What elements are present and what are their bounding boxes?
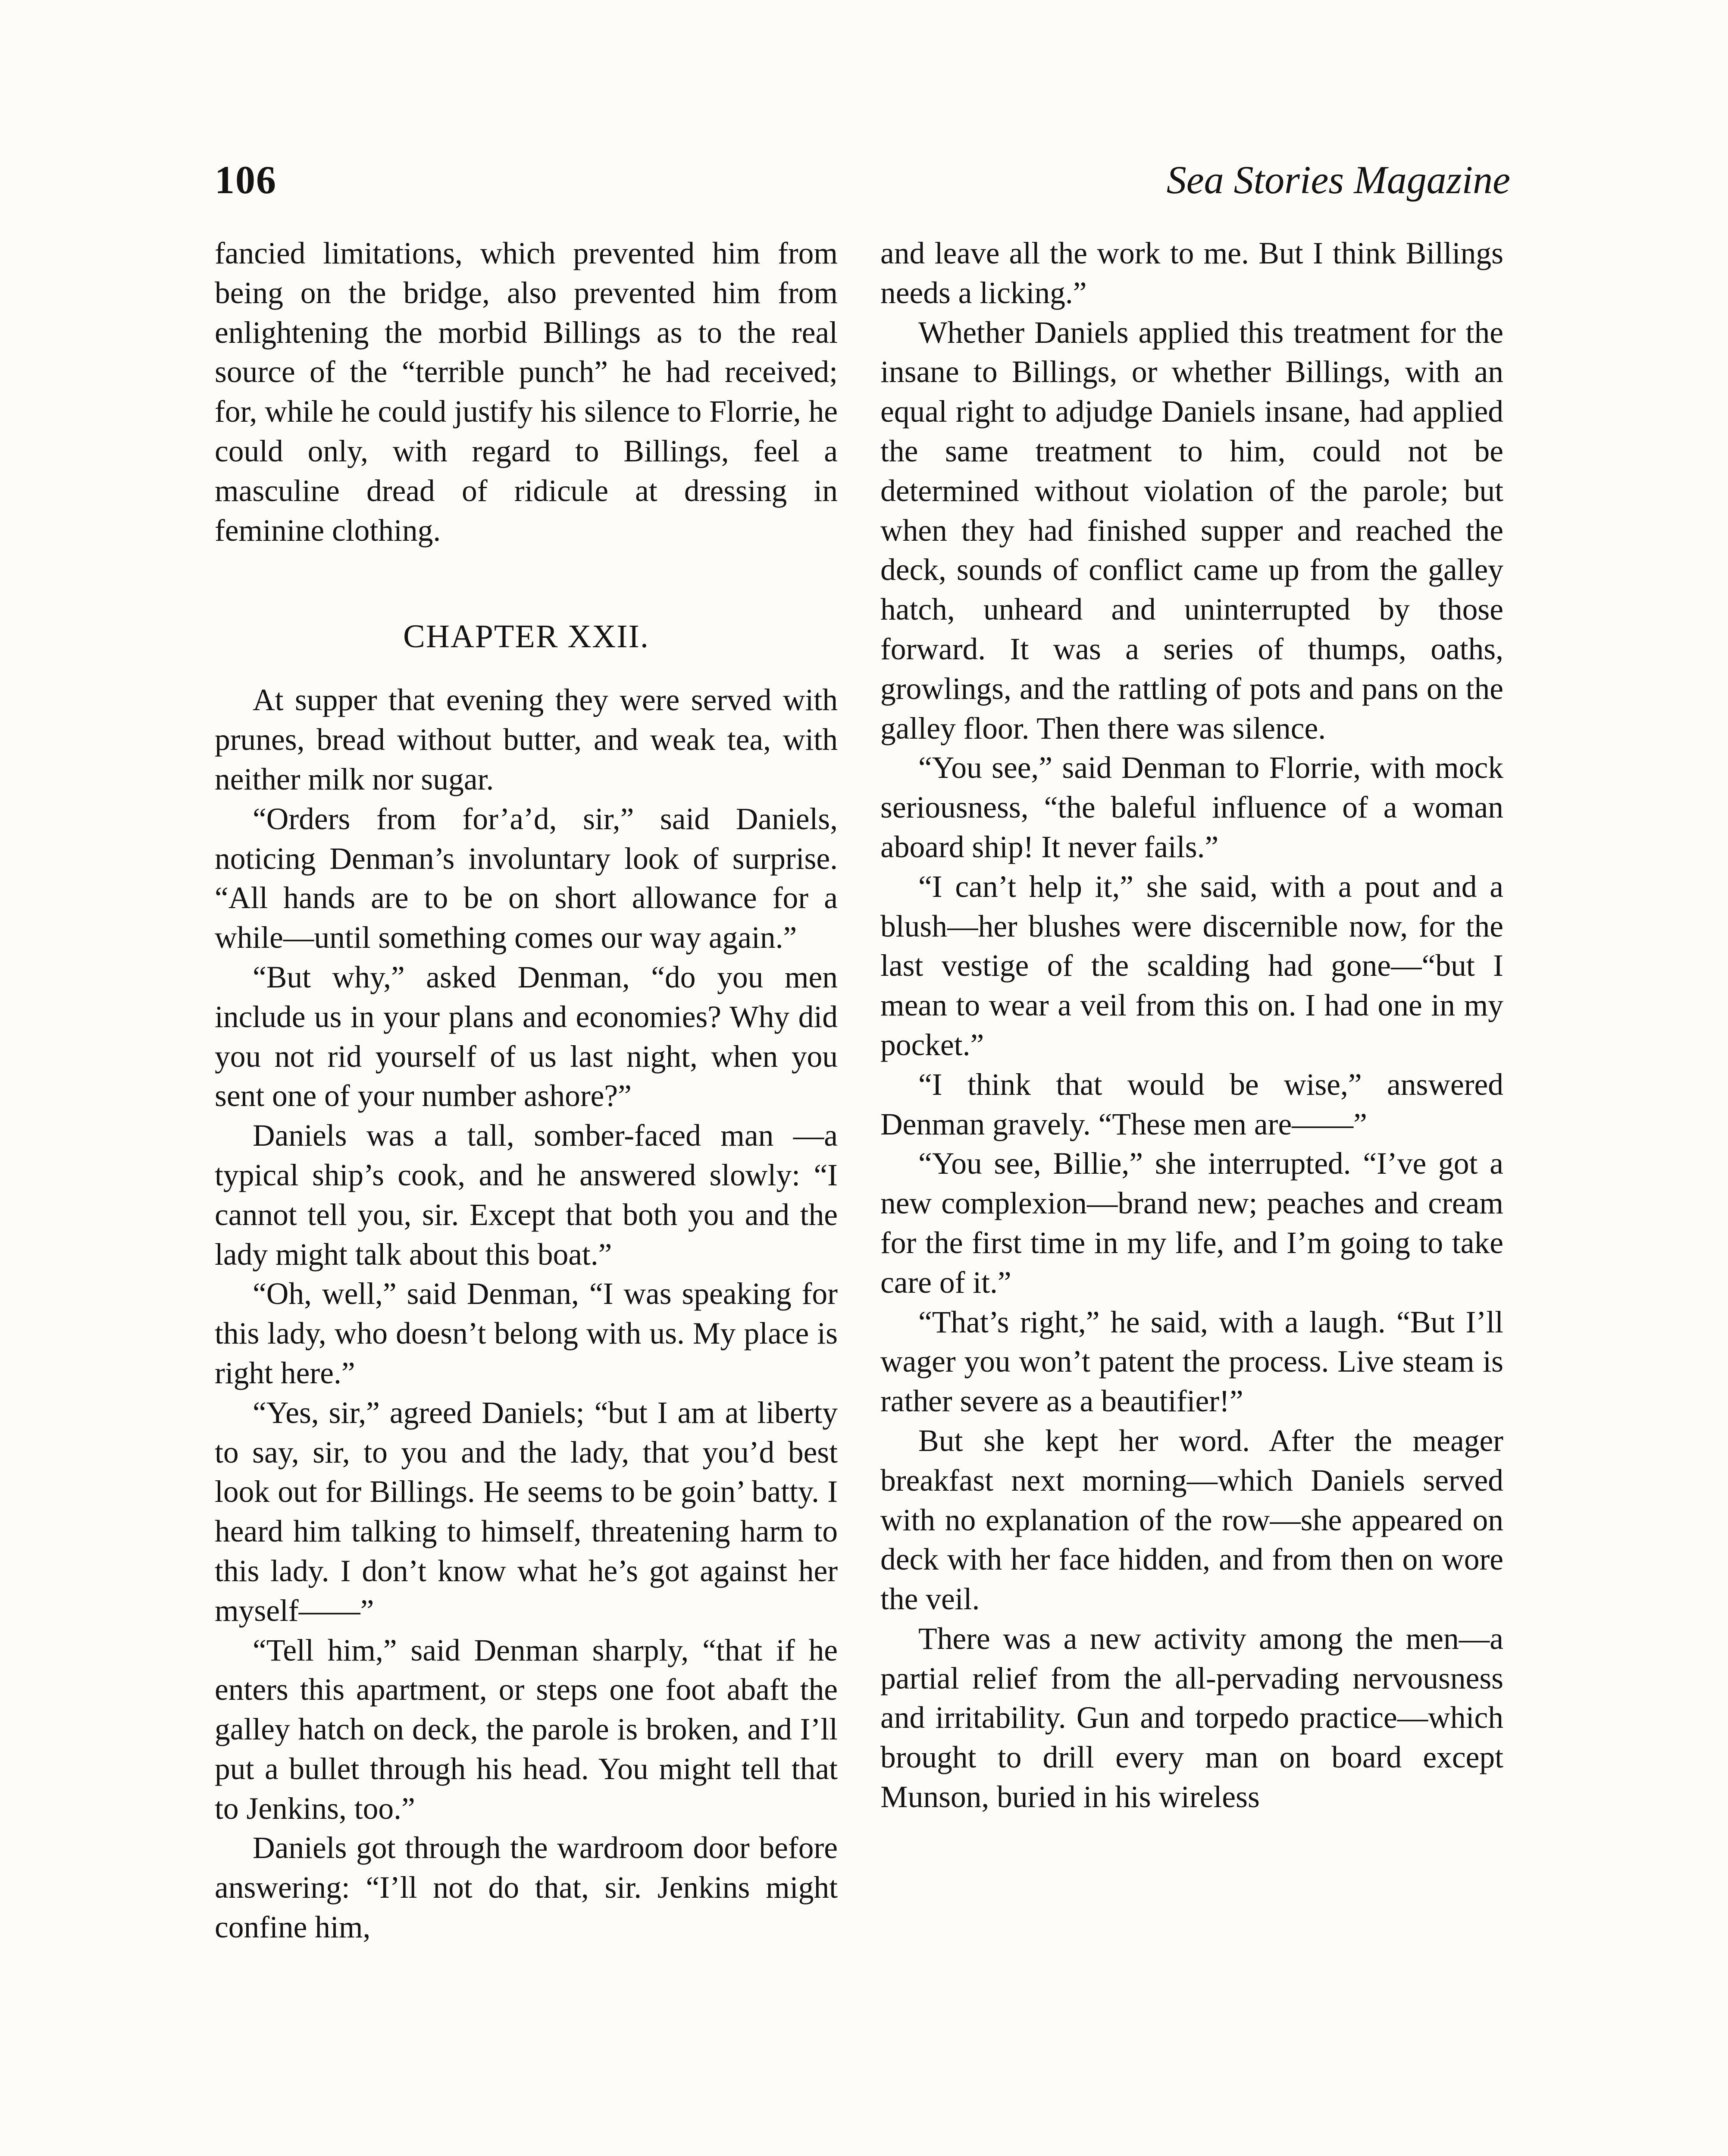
paragraph: Whether Daniels applied this treatment for the insane to Billings, or whether Billings, with an equal right to adjudge Daniels insane, had applied the same treatment to him, could not be determined without violation of the parole; but when they had finished supper and reached the deck, sounds of conflict came up from the galley hatch, unheard and uninterrupted by those forward. It was a series of thumps, oaths, growlings, and the rattling of pots and pans on the galley floor. Then there was silence.	[880, 315, 1503, 746]
running-title: Sea Stories Magazine	[1166, 158, 1510, 202]
paragraph: “Orders from for’a’d, sir,” said Daniels, noticing Denman’s involuntary look of surprise. “All hands are to be on short allowance for a while—until something comes our way again.”	[215, 802, 838, 955]
left-column	[215, 234, 838, 1947]
paragraph: “But why,” asked Denman, “do you men include us in your plans and economies? Why did you not rid yourself of us last night, when you sent one of your number ashore?”	[215, 960, 838, 1113]
paragraph: There was a new activity among the men—a partial relief from the all-pervading nervousness and irritability. Gun and torpedo practice—which brought to drill every man on board except Munson, buried in his wireless	[880, 1621, 1503, 1814]
paragraph: “That’s right,” he said, with a laugh. “But I’ll wager you won’t patent the process. Live steam is rather severe as a beautifier!”	[880, 1305, 1503, 1419]
page-number: 106	[215, 158, 277, 202]
page-header	[215, 152, 1510, 208]
chapter-heading: CHAPTER XXII.	[403, 618, 649, 655]
paragraph: But she kept her word. After the meager breakfast next morning—which Daniels served with no explanation of the row—she appeared on deck with her face hidden, and from then on wore the veil.	[880, 1423, 1503, 1617]
paragraph: and leave all the work to me. But I think Billings needs a licking.”	[880, 236, 1503, 310]
right-column	[880, 234, 1503, 1817]
paragraph: “Oh, well,” said Denman, “I was speaking for this lady, who doesn’t belong with us. My place is right here.”	[215, 1277, 838, 1390]
paragraph: “Tell him,” said Denman sharply, “that if he enters this apartment, or steps one foot abaft the galley hatch on deck, the parole is broken, and I’ll put a bullet through his head. You might tell that to Jenkins, too.”	[215, 1633, 838, 1826]
paragraph: “Yes, sir,” agreed Daniels; “but I am at liberty to say, sir, to you and the lady, that you’d best look out for Billings. He seems to be goin’ batty. I heard him talking to himself, threatening harm to this lady. I don’t know what he’s got against her myself——”	[215, 1395, 838, 1628]
paragraph: “You see,” said Denman to Florrie, with mock seriousness, “the baleful influence of a woman aboard ship! It never fails.”	[880, 751, 1503, 864]
paragraph: At supper that evening they were served with prunes, bread without butter, and weak tea, with neither milk nor sugar.	[215, 683, 838, 796]
paragraph: “You see, Billie,” she interrupted. “I’ve got a new complexion—brand new; peaches and cream for the first time in my life, and I’m going to take care of it.”	[880, 1147, 1503, 1300]
paragraph: Daniels got through the wardroom door before answering: “I’ll not do that, sir. Jenkins might confine him,	[215, 1831, 838, 1945]
paragraph: “I can’t help it,” she said, with a pout and a blush—her blushes were discernible now, for the last vestige of the scalding had gone—“but I mean to wear a veil from this on. I had one in my pocket.”	[880, 869, 1503, 1062]
paragraph: “I think that would be wise,” answered Denman gravely. “These men are——”	[880, 1067, 1503, 1141]
paragraph: fancied limitations, which prevented him from being on the bridge, also prevented him from enlightening the morbid Billings as to the real source of the “terrible punch” he had received; for, while he could justify his silence to Florrie, he could only, with regard to Billings, feel a masculine dread of ridicule at dressing in feminine clothing.	[215, 236, 838, 548]
paragraph: Daniels was a tall, somber-faced man —a typical ship’s cook, and he answered slowly: “I cannot tell you, sir. Except that both you and the lady might talk about this boat.”	[215, 1119, 838, 1272]
